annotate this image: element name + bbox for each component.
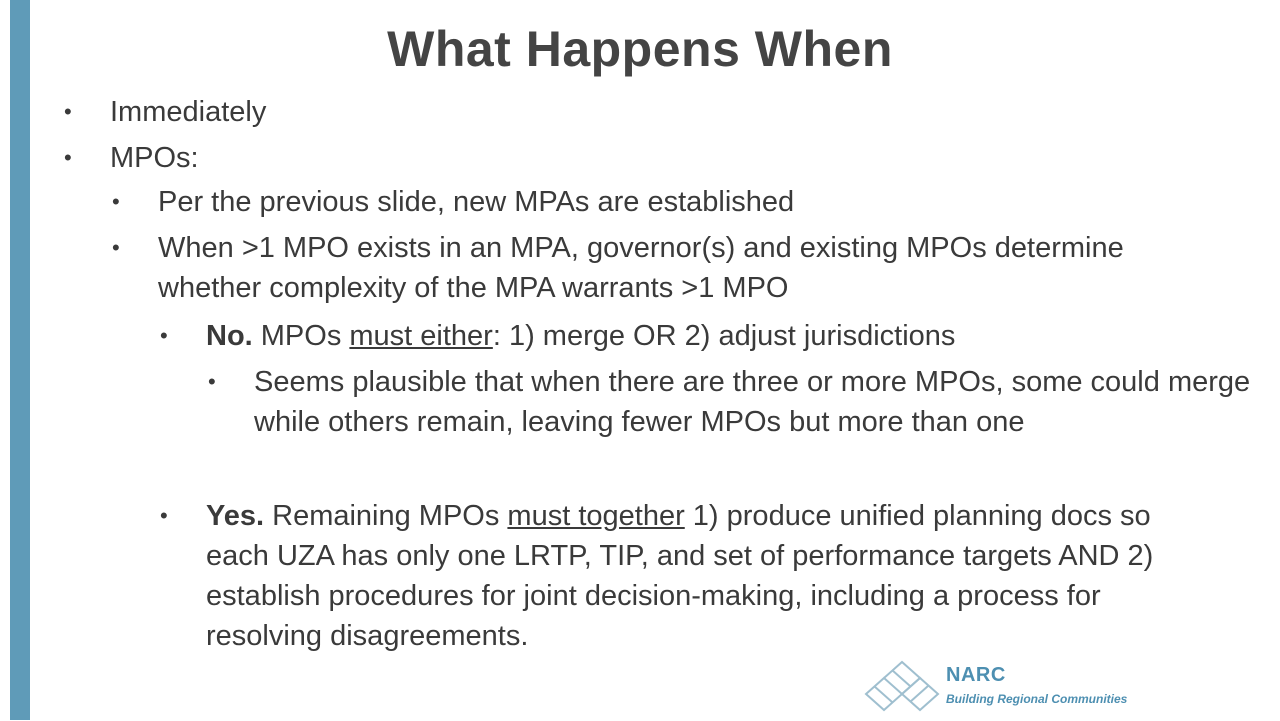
bullet-mpos — [64, 138, 1210, 178]
yes-underline: must together — [507, 500, 685, 532]
bullet-text: Seems plausible that when there are three or more MPOs, some could merge while others remain, leaving fewer MPOs but more than one — [254, 366, 1251, 438]
no-pre: MPOs — [252, 320, 350, 352]
bullet-dot: • — [64, 145, 72, 170]
yes-post: 1) produce unified planning docs so each UZA has only one LRTP, TIP, and set of performance targets AND 2) establish procedures for joint decision-making, including a process for resolving disagreements. — [206, 500, 1154, 652]
no-post: : 1) merge OR 2) adjust jurisdictions — [492, 320, 956, 352]
narc-logo — [860, 656, 1130, 716]
bullet-text: When >1 MPO exists in an MPA, governor(s) and existing MPOs determine whether complexity of the MPA warrants >1 MPO — [158, 232, 1124, 304]
bullet-dot: • — [160, 503, 168, 528]
bullet-immediately — [64, 92, 1210, 132]
logo-name: NARC — [946, 664, 1006, 686]
bullet-dot: • — [160, 323, 168, 348]
bullet-dot: • — [112, 189, 120, 214]
bullet-text: Immediately — [110, 96, 267, 128]
slide-title: What Happens When — [387, 21, 893, 77]
accent-bar — [10, 0, 30, 720]
bullet-text: Per the previous slide, new MPAs are established — [158, 186, 795, 218]
bullet-seems — [208, 362, 1254, 442]
bullet-per-previous — [112, 182, 1238, 222]
yes-lead: Yes. — [206, 500, 265, 532]
no-underline: must either — [349, 320, 493, 352]
narc-mark-icon — [860, 656, 940, 716]
bullet-text: MPOs: — [110, 142, 199, 174]
yes-pre: Remaining MPOs — [264, 500, 508, 532]
bullet-dot: • — [208, 369, 216, 394]
bullet-dot: • — [64, 99, 72, 124]
bullet-no — [160, 316, 1246, 356]
bullet-when-more — [112, 228, 1168, 308]
no-lead: No. — [206, 320, 253, 352]
logo-tagline: Building Regional Communities — [946, 692, 1128, 706]
bullet-yes — [160, 496, 1206, 656]
bullet-dot: • — [112, 235, 120, 260]
